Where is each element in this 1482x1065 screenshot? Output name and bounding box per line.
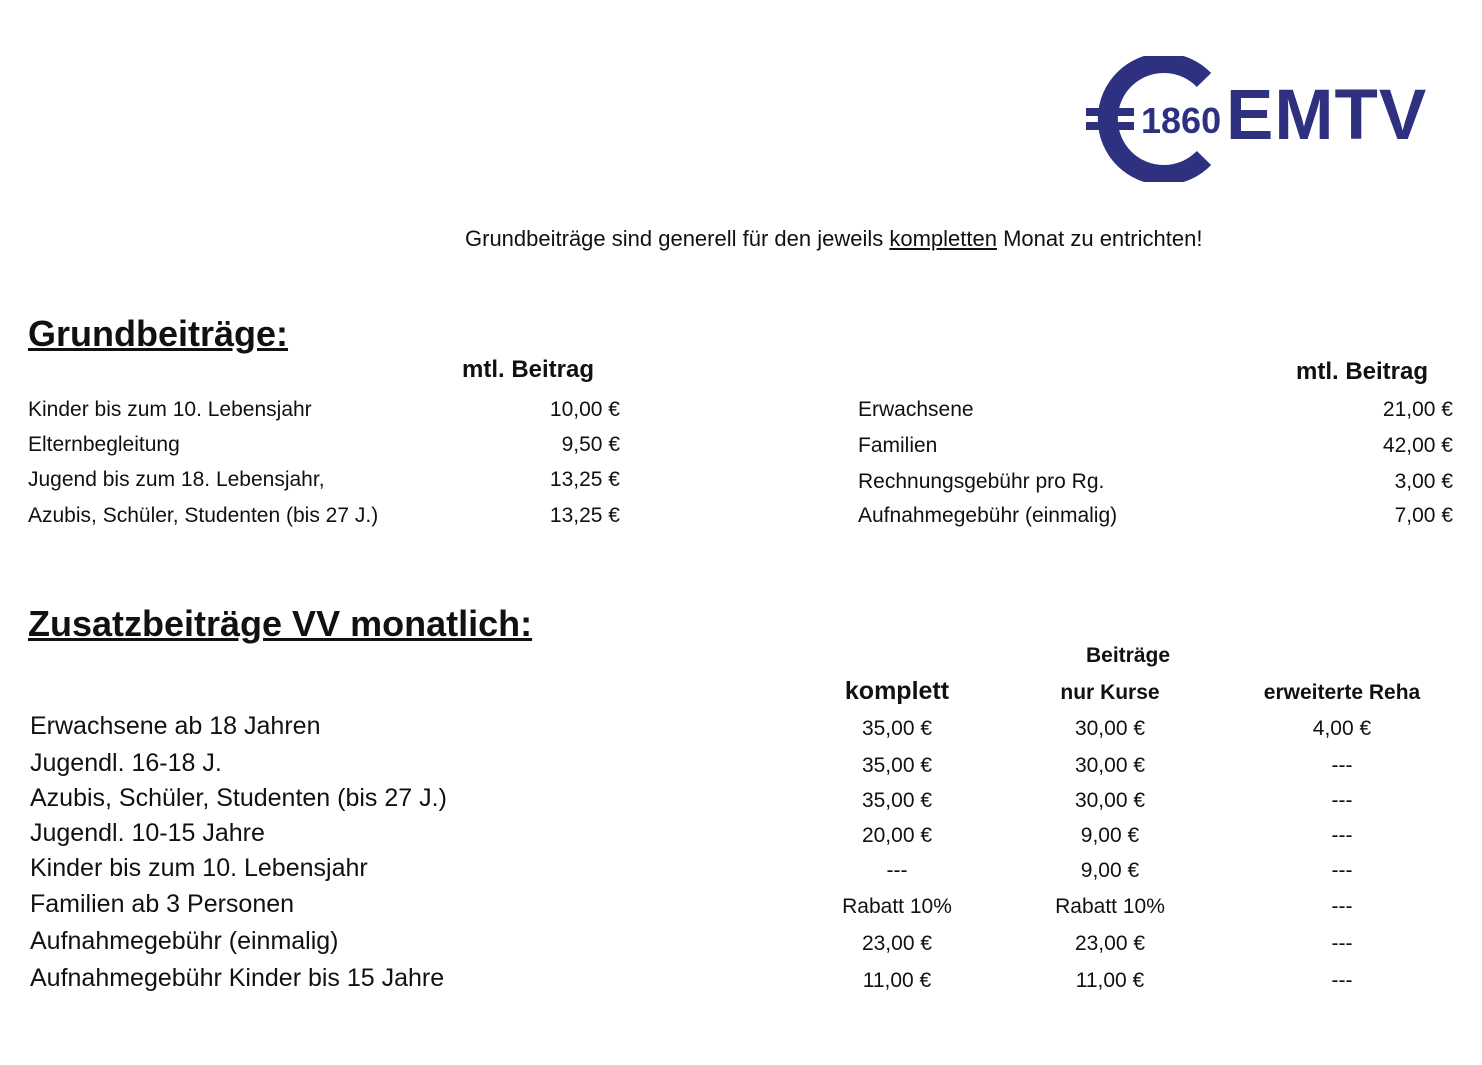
- zusatz-row-label: Kinder bis zum 10. Lebensjahr: [30, 854, 368, 882]
- zusatz-cell-reha: ---: [1331, 789, 1353, 812]
- zusatz-cell-reha: ---: [1331, 932, 1353, 955]
- grund-left-col-header: mtl. Beitrag: [462, 356, 595, 383]
- grund-left-row-label: Jugend bis zum 18. Lebensjahr,: [28, 468, 325, 491]
- zusatz-cell-komplett: 11,00 €: [862, 969, 932, 992]
- notice-underlined: kompletten: [889, 226, 997, 251]
- grund-left-row-value: 13,25 €: [549, 504, 620, 527]
- grund-left-row-label: Elternbegleitung: [28, 433, 180, 456]
- zusatz-cell-komplett: 23,00 €: [861, 932, 933, 955]
- grund-right-row-label: Erwachsene: [858, 398, 974, 421]
- zusatz-cell-kurse: 30,00 €: [1074, 754, 1146, 777]
- zusatz-cell-kurse: 11,00 €: [1075, 969, 1145, 992]
- zusatz-group-header: Beiträge: [1085, 644, 1171, 667]
- zusatz-cell-kurse: Rabatt 10%: [1055, 895, 1165, 918]
- zusatz-row-label: Erwachsene ab 18 Jahren: [30, 712, 321, 740]
- grund-title: Grundbeiträge:: [28, 313, 289, 354]
- zusatz-cell-komplett: 35,00 €: [861, 717, 933, 740]
- grund-left-row-label: Azubis, Schüler, Studenten (bis 27 J.): [28, 504, 379, 527]
- grund-right-row-label: Familien: [858, 434, 938, 457]
- grund-right-row-value: 21,00 €: [1382, 398, 1453, 421]
- grund-left-row-value: 10,00 €: [549, 398, 620, 421]
- zusatz-col-komplett: komplett: [844, 677, 950, 705]
- zusatz-cell-kurse: 9,00 €: [1080, 859, 1140, 882]
- zusatz-cell-komplett: 35,00 €: [861, 789, 933, 812]
- logo-name: EMTV: [1226, 76, 1428, 155]
- grund-right-row-label: Rechnungsgebühr pro Rg.: [858, 470, 1105, 493]
- zusatz-cell-reha: 4,00 €: [1312, 717, 1372, 740]
- zusatz-cell-reha: ---: [1331, 859, 1353, 882]
- zusatz-cell-kurse: 30,00 €: [1074, 717, 1146, 740]
- zusatz-cell-komplett: 35,00 €: [861, 754, 933, 777]
- zusatz-row-label: Aufnahmegebühr (einmalig): [30, 927, 339, 955]
- zusatz-cell-komplett: ---: [886, 859, 908, 882]
- grund-right-col-header: mtl. Beitrag: [1296, 358, 1429, 385]
- logo-year: 1860: [1141, 100, 1222, 141]
- payment-notice: Grundbeiträge sind generell für den jeweils kompletten Monat zu entrichten!: [465, 226, 1203, 251]
- zusatz-col-kurse: nur Kurse: [1060, 681, 1160, 704]
- zusatz-row-label: Jugendl. 10-15 Jahre: [30, 819, 265, 847]
- grund-left-row-label: Kinder bis zum 10. Lebensjahr: [28, 398, 312, 421]
- zusatz-row-label: Azubis, Schüler, Studenten (bis 27 J.): [30, 784, 447, 812]
- zusatz-row-label: Familien ab 3 Personen: [30, 890, 295, 918]
- grund-right-row-value: 3,00 €: [1394, 470, 1453, 493]
- zusatz-cell-komplett: Rabatt 10%: [842, 895, 952, 918]
- zusatz-cell-reha: ---: [1331, 895, 1353, 918]
- zusatz-cell-kurse: 30,00 €: [1074, 789, 1146, 812]
- zusatz-title: Zusatzbeiträge VV monatlich:: [28, 603, 533, 644]
- grund-right-row-value: 7,00 €: [1394, 504, 1453, 527]
- grund-right-row-label: Aufnahmegebühr (einmalig): [858, 504, 1118, 527]
- zusatz-cell-reha: ---: [1331, 969, 1353, 992]
- zusatz-col-reha: erweiterte Reha: [1263, 681, 1421, 704]
- zusatz-cell-reha: ---: [1331, 754, 1353, 777]
- grund-right-row-value: 42,00 €: [1382, 434, 1453, 457]
- zusatz-cell-reha: ---: [1331, 824, 1353, 847]
- zusatz-row-label: Jugendl. 16-18 J.: [30, 749, 222, 777]
- grund-left-row-value: 13,25 €: [549, 468, 620, 491]
- zusatz-cell-kurse: 23,00 €: [1074, 932, 1146, 955]
- zusatz-cell-komplett: 20,00 €: [861, 824, 933, 847]
- zusatz-row-label: Aufnahmegebühr Kinder bis 15 Jahre: [30, 964, 445, 992]
- grund-left-row-value: 9,50 €: [561, 433, 620, 456]
- zusatz-cell-kurse: 9,00 €: [1080, 824, 1140, 847]
